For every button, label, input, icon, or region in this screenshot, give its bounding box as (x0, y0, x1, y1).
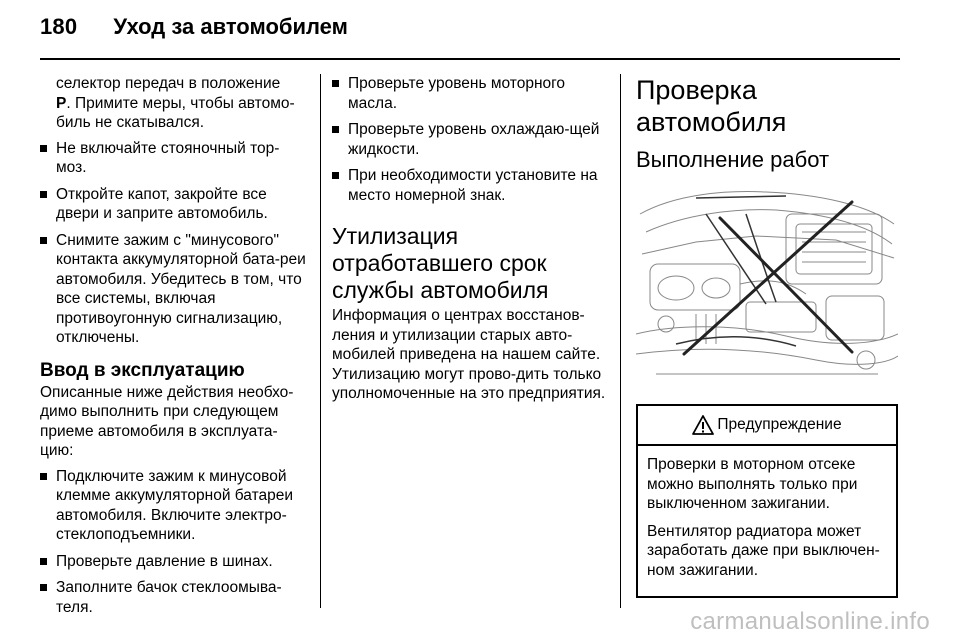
column-3 (636, 74, 906, 598)
subsection-title: Выполнение работ (636, 147, 830, 172)
bullet-square-icon (40, 584, 47, 591)
list-item: Проверьте давление в шинах. (40, 552, 308, 572)
page-number: 180 (40, 14, 78, 39)
list-item: Проверьте уровень моторного масла. (332, 74, 608, 113)
section-title: Уход за автомобилем (113, 14, 348, 39)
gear-position: P (56, 94, 67, 112)
warning-triangle-icon (692, 415, 714, 435)
lead-paragraph (40, 74, 308, 133)
column-1 (40, 74, 308, 624)
watermark: carmanualsonline.info (690, 608, 930, 635)
list-item: Снимите зажим с "минусового" контакта аккумуляторной бата-реи автомобиля. Убедитесь в том, что все системы, включая противоугонную сигнализацию, отключены. (40, 231, 308, 348)
page-header (40, 14, 348, 54)
bullet-square-icon (40, 145, 47, 152)
list-item: При необходимости установите на место номерной знак. (332, 166, 608, 205)
warning-box (636, 404, 898, 598)
chapter-title: Проверка автомобиля (636, 75, 787, 137)
list-item: Не включайте стояночный тор-моз. (40, 139, 308, 178)
column-divider-1 (320, 74, 321, 608)
warning-paragraph: Проверки в моторном отсеке можно выполнять только при выключенном зажигании. (647, 456, 858, 512)
warning-paragraph: Вентилятор радиатора может заработать даже при выключен-ном зажигании. (647, 522, 880, 579)
bullet-square-icon (332, 80, 339, 87)
lead-text: селектор передач в положение (56, 75, 281, 92)
warning-body (638, 446, 896, 596)
list-item: Заполните бачок стеклоомыва-теля. (40, 578, 308, 617)
header-rule (40, 58, 900, 60)
recycling-paragraph: Информация о центрах восстанов-ления и утилизации старых авто-мобилей приведена на нашем сайте. Утилизацию могут прово-дить только уполномоченные на это предприятия. (332, 307, 606, 402)
bullet-list-2 (40, 467, 308, 618)
column-2 (332, 74, 608, 410)
heading-commissioning: Ввод в эксплуатацию (40, 359, 245, 381)
intro-paragraph: Описанные ниже действия необхо-димо выполнить при следующем приеме автомобиля в эксплуата-цию: (40, 383, 294, 459)
bullet-square-icon (40, 473, 47, 480)
warning-label: Предупреждение (717, 416, 842, 434)
engine-bay-illustration (636, 184, 898, 396)
heading-recycling: Утилизация отработавшего срок службы автомобиля (332, 223, 549, 303)
bullet-square-icon (40, 191, 47, 198)
bullet-square-icon (40, 558, 47, 565)
column-divider-2 (620, 74, 621, 608)
list-item: Откройте капот, закройте все двери и заприте автомобиль. (40, 185, 308, 224)
bullet-square-icon (332, 172, 339, 179)
warning-header (638, 406, 896, 446)
lead-rest: . Примите меры, чтобы автомо-биль не скатывался. (56, 94, 295, 131)
bullet-square-icon (332, 126, 339, 133)
bullet-square-icon (40, 237, 47, 244)
list-item: Проверьте уровень охлаждаю-щей жидкости. (332, 120, 608, 159)
list-item: Подключите зажим к минусовой клемме аккумуляторной батареи автомобиля. Включите электро-стеклоподъемники. (40, 467, 308, 545)
bullet-list-3 (332, 74, 608, 205)
bullet-list-1 (40, 139, 308, 348)
